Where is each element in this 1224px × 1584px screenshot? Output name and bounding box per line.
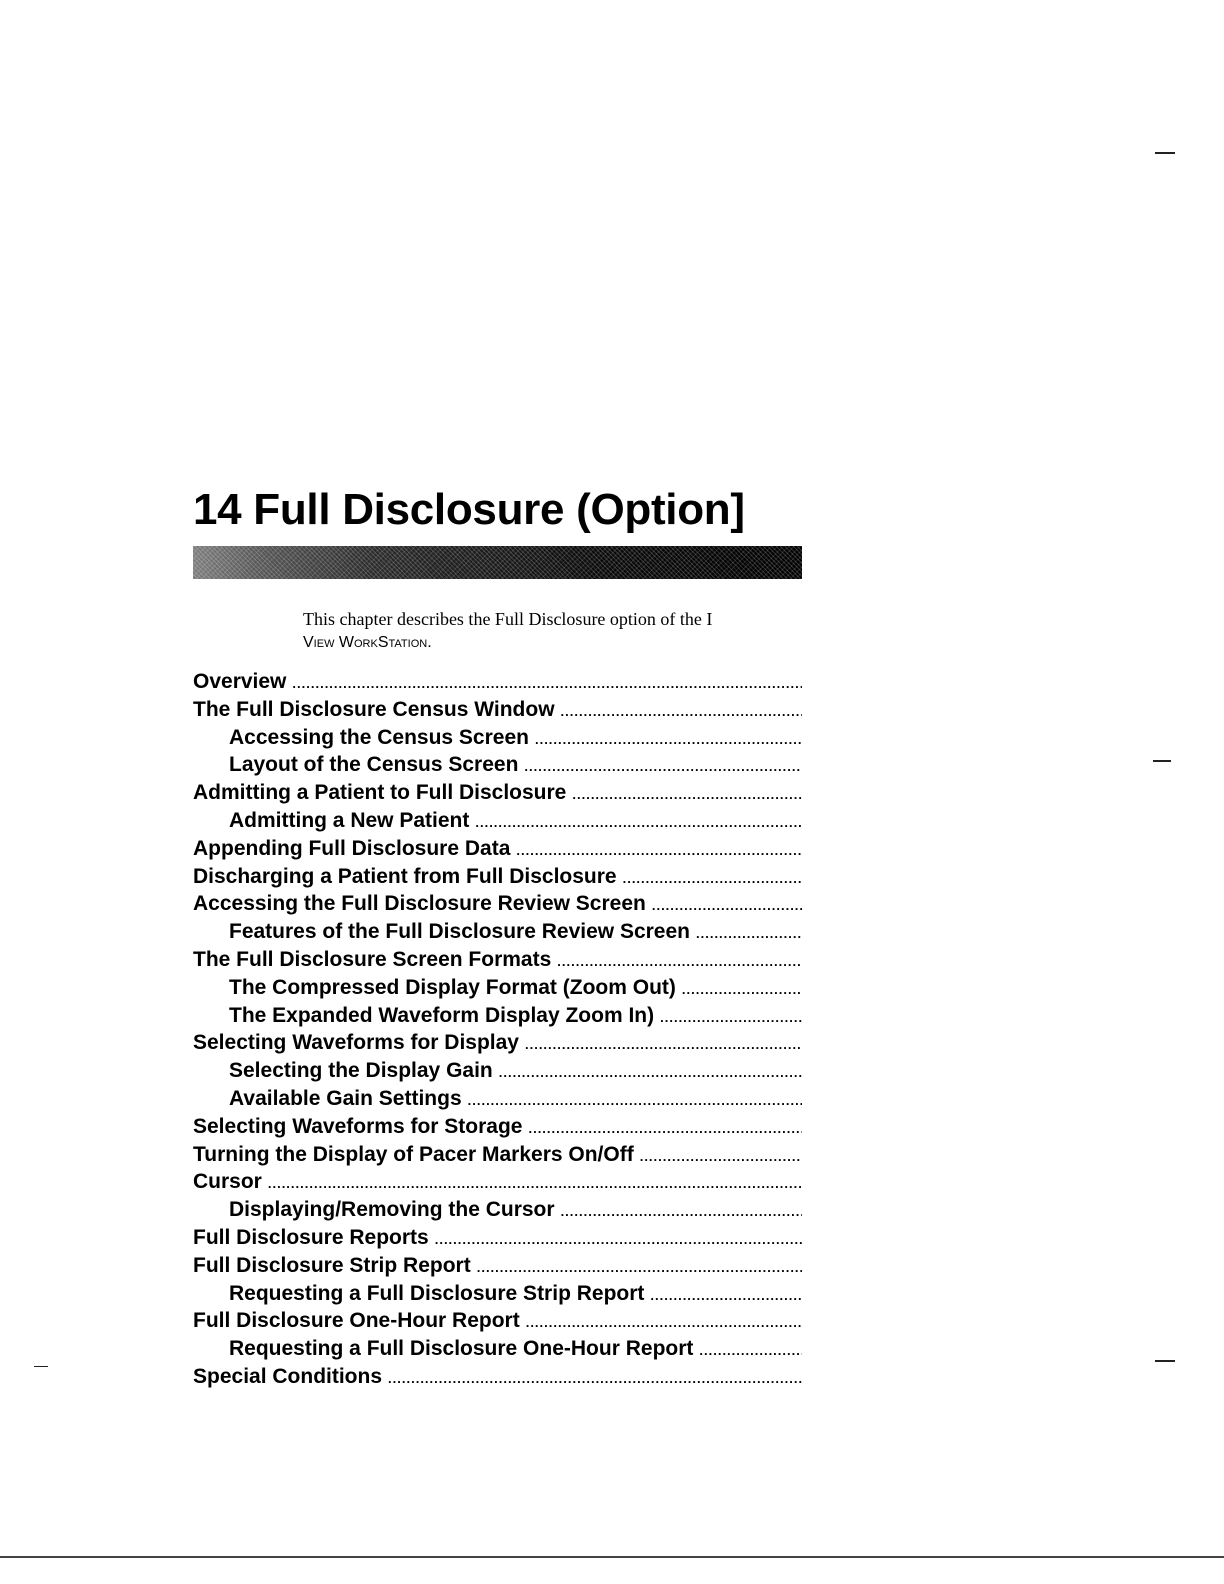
margin-mark bbox=[34, 1366, 48, 1367]
toc-dot-leader bbox=[623, 871, 802, 886]
toc-dot-leader bbox=[516, 843, 802, 858]
toc-entry-label: Accessing the Census Screen bbox=[229, 725, 529, 749]
toc-entry[interactable] bbox=[193, 1282, 802, 1310]
toc-dot-leader bbox=[640, 1149, 802, 1164]
toc-entry[interactable] bbox=[193, 670, 802, 698]
page-bottom-rule bbox=[0, 1556, 1224, 1558]
toc-dot-leader bbox=[475, 815, 802, 830]
toc-entry-label: The Compressed Display Format (Zoom Out) bbox=[229, 975, 676, 999]
chapter-intro bbox=[303, 608, 806, 654]
toc-dot-leader bbox=[468, 1093, 802, 1108]
toc-entry-label: Displaying/Removing the Cursor bbox=[229, 1198, 555, 1222]
toc-entry-label: Requesting a Full Disclosure One-Hour Report bbox=[229, 1337, 694, 1361]
table-of-contents bbox=[193, 670, 802, 1393]
toc-entry[interactable] bbox=[193, 976, 802, 1004]
toc-entry[interactable] bbox=[193, 1143, 802, 1171]
toc-entry-label: Overview bbox=[193, 670, 287, 693]
intro-line-1: This chapter describes the Full Disclosure option of the I bbox=[303, 609, 713, 629]
toc-dot-leader bbox=[696, 926, 802, 941]
toc-dot-leader bbox=[652, 898, 802, 913]
margin-mark bbox=[1155, 1360, 1175, 1362]
toc-entry[interactable] bbox=[193, 920, 802, 948]
toc-entry[interactable] bbox=[193, 1254, 802, 1282]
toc-entry-label: Admitting a New Patient bbox=[229, 808, 470, 832]
toc-entry-label: Selecting Waveforms for Storage bbox=[193, 1114, 523, 1138]
chapter-title: 14 Full Disclosure (Option] bbox=[193, 485, 745, 534]
toc-entry[interactable] bbox=[193, 1115, 802, 1143]
margin-mark bbox=[1153, 760, 1171, 762]
toc-entry[interactable] bbox=[193, 753, 802, 781]
toc-entry-label: The Expanded Waveform Display Zoom In) bbox=[229, 1003, 655, 1027]
toc-entry-label: Selecting the Display Gain bbox=[229, 1059, 493, 1083]
toc-dot-leader bbox=[535, 732, 802, 747]
toc-entry-label: Available Gain Settings bbox=[229, 1086, 462, 1110]
toc-entry-label: Discharging a Patient from Full Disclosure bbox=[193, 864, 617, 888]
toc-entry[interactable] bbox=[193, 1226, 802, 1254]
toc-entry[interactable] bbox=[193, 1198, 802, 1226]
toc-entry[interactable] bbox=[193, 837, 802, 865]
toc-entry[interactable] bbox=[193, 1087, 802, 1115]
toc-entry-label: Appending Full Disclosure Data bbox=[193, 836, 511, 860]
toc-dot-leader bbox=[660, 1010, 802, 1025]
toc-entry[interactable] bbox=[193, 1365, 802, 1393]
toc-dot-leader bbox=[561, 1204, 802, 1219]
toc-entry-label: Special Conditions bbox=[193, 1364, 383, 1388]
toc-entry-label: Features of the Full Disclosure Review Screen bbox=[229, 920, 690, 944]
toc-entry[interactable] bbox=[193, 809, 802, 837]
toc-dot-leader bbox=[526, 1315, 802, 1330]
toc-dot-leader bbox=[292, 676, 802, 691]
toc-entry[interactable] bbox=[193, 865, 802, 893]
toc-entry-label: Selecting Waveforms for Display bbox=[193, 1031, 519, 1055]
toc-entry[interactable] bbox=[193, 1170, 802, 1198]
toc-entry[interactable] bbox=[193, 1004, 802, 1032]
toc-entry[interactable] bbox=[193, 1309, 802, 1337]
toc-entry-label: The Full Disclosure Screen Formats bbox=[193, 947, 552, 971]
toc-dot-leader bbox=[572, 787, 802, 802]
margin-mark bbox=[1155, 152, 1175, 154]
toc-entry[interactable] bbox=[193, 1059, 802, 1087]
toc-entry-label: Requesting a Full Disclosure Strip Report bbox=[229, 1281, 645, 1305]
toc-dot-leader bbox=[435, 1232, 802, 1247]
toc-dot-leader bbox=[682, 982, 802, 997]
intro-line-2: View WorkStation. bbox=[303, 634, 432, 651]
toc-dot-leader bbox=[561, 704, 802, 719]
toc-dot-leader bbox=[499, 1065, 802, 1080]
toc-entry-label: Turning the Display of Pacer Markers On/Off bbox=[193, 1142, 634, 1166]
toc-dot-leader bbox=[268, 1176, 802, 1191]
toc-dot-leader bbox=[699, 1343, 802, 1358]
toc-entry[interactable] bbox=[193, 1031, 802, 1059]
toc-entry-label: The Full Disclosure Census Window bbox=[193, 697, 555, 721]
toc-entry-label: Full Disclosure One-Hour Report bbox=[193, 1309, 520, 1333]
toc-dot-leader bbox=[524, 759, 802, 774]
title-underline-bar bbox=[193, 546, 802, 579]
toc-dot-leader bbox=[525, 1037, 802, 1052]
toc-dot-leader bbox=[528, 1121, 802, 1136]
toc-entry[interactable] bbox=[193, 726, 802, 754]
toc-dot-leader bbox=[388, 1371, 802, 1386]
toc-entry[interactable] bbox=[193, 698, 802, 726]
toc-dot-leader bbox=[650, 1288, 802, 1303]
toc-entry-label: Admitting a Patient to Full Disclosure bbox=[193, 781, 567, 805]
toc-dot-leader bbox=[477, 1260, 802, 1275]
toc-entry-label: Layout of the Census Screen bbox=[229, 753, 519, 777]
toc-entry[interactable] bbox=[193, 892, 802, 920]
toc-dot-leader bbox=[557, 954, 802, 969]
toc-entry-label: Cursor bbox=[193, 1170, 262, 1194]
toc-entry[interactable] bbox=[193, 948, 802, 976]
toc-entry[interactable] bbox=[193, 1337, 802, 1365]
toc-entry-label: Full Disclosure Strip Report bbox=[193, 1253, 471, 1277]
toc-entry-label: Full Disclosure Reports bbox=[193, 1225, 429, 1249]
toc-entry-label: Accessing the Full Disclosure Review Screen bbox=[193, 892, 646, 916]
toc-entry[interactable] bbox=[193, 781, 802, 809]
